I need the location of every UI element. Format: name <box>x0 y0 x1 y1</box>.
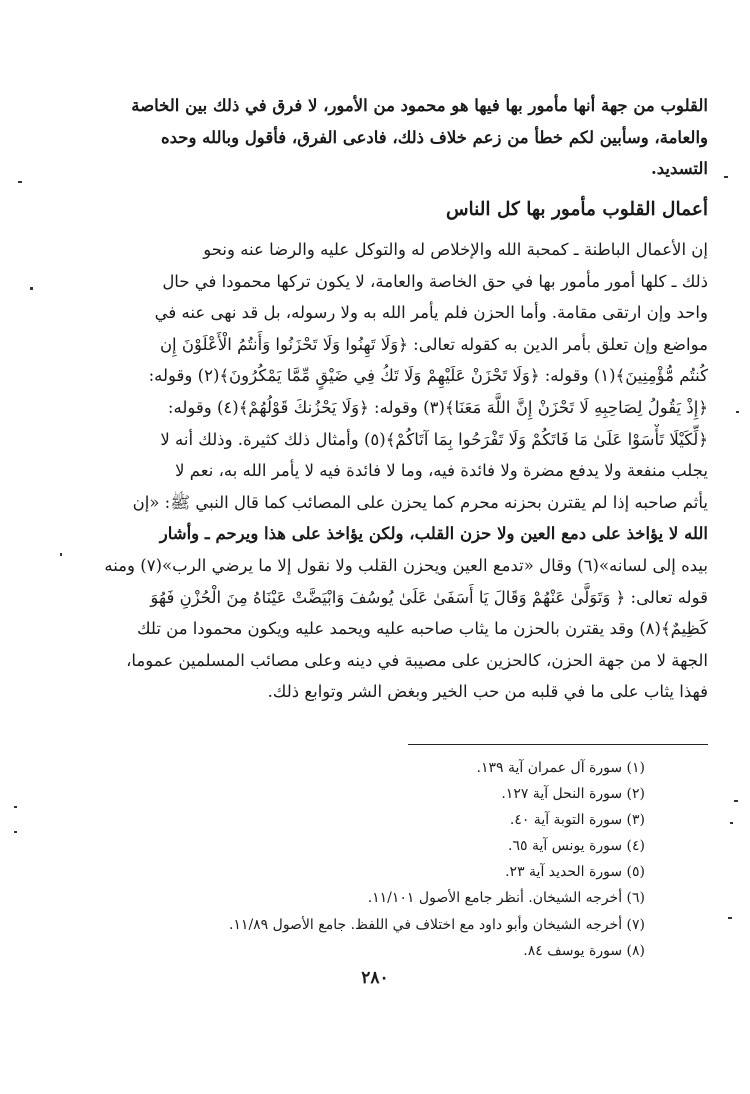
body-line: ذلك ـ كلها أمور مأمور بها في حق الخاصة والعامة، لا يكون تركها محمودا في حال <box>162 271 708 291</box>
footnote: (٥) سورة الحديد آية ٢٣. <box>505 864 645 881</box>
footnote: (٤) سورة يونس آية ٦٥. <box>508 838 645 855</box>
scan-mark <box>724 176 728 178</box>
footnote: (١) سورة آل عمران آية ١٣٩. <box>476 760 645 776</box>
scan-mark <box>14 806 17 808</box>
footnote: (٨) سورة يوسف ٨٤. <box>523 942 645 959</box>
scan-mark <box>736 411 739 413</box>
footnotes <box>100 755 645 964</box>
body-line: قوله تعالى: ﴿ وَتَوَلَّىٰ عَنْهُمْ وَقَالَ يَا أَسَفَىٰ عَلَىٰ يُوسُفَ وَابْيَضَّتْ عَيْنَاهُ مِنَ الْحُزْنِ فَهُوَ <box>150 587 708 607</box>
footnote: (٧) أخرجه الشيخان وأبو داود مع اختلاف في اللفظ. جامع الأصول ١١/٨٩. <box>228 916 645 933</box>
footnote-divider <box>408 744 708 745</box>
intro-paragraph <box>100 90 708 185</box>
body-paragraph <box>100 234 708 708</box>
footnote: (٢) سورة النحل آية ١٢٧. <box>501 786 645 803</box>
body-line: يجلب منفعة ولا يدفع مضرة ولا فائدة فيه، وما لا فائدة فيه لا يأمر الله به، نعم لا <box>175 461 708 481</box>
body-line: كُنتُم مُّؤْمِنِينَ﴾(١) وقوله: ﴿وَلَا تَحْزَنْ عَلَيْهِمْ وَلَا تَكُ فِي ضَيْقٍ مِّمَّا يَمْكُرُونَ﴾(٢) وقوله: <box>148 366 708 386</box>
scan-mark <box>18 181 22 183</box>
scan-mark <box>60 553 62 556</box>
scan-mark <box>30 287 33 290</box>
body-line: كَظِيمٌ﴾(٨) وقد يقترن بالحزن ما يثاب صاحبه عليه ويحمد عليه ويكون محمودا من تلك <box>136 619 708 639</box>
body-line: يأثم صاحبه إذا لم يقترن بحزنه محرم كما يحزن على المصائب كما قال النبي ﷺ: «إن <box>132 492 708 512</box>
body-line: مواضع وإن تعلق بأمر الدين به كقوله تعالى: ﴿وَلَا تَهِنُوا وَلَا تَحْزَنُوا وَأَنتُمُ الْأَعْلَوْنَ إِن <box>159 334 708 354</box>
body-line: إن الأعمال الباطنة ـ كمحبة الله والإخلاص له والتوكل عليه والرضا عنه ونحو <box>203 240 708 259</box>
body-line: ﴿إِذْ يَقُولُ لِصَاحِبِهِ لَا تَحْزَنْ إِنَّ اللَّهَ مَعَنَا﴾(٣) وقوله: ﴿وَلَا يَحْزُنكَ قَوْلُهُمْ﴾(٤) وقوله: <box>167 397 708 417</box>
body-line: الجهة لا من جهة الحزن، كالحزين على مصيبة في دينه وعلى مصائب المسلمين عموما، <box>126 650 708 670</box>
section-heading: أعمال القلوب مأمور بها كل الناس <box>445 199 708 220</box>
body-line: واحد وإن ارتقى مقامة. وأما الحزن فلم يأمر الله به ولا رسوله، بل قد نهى عنه في <box>154 303 708 323</box>
scan-mark <box>730 822 733 824</box>
body-line: الله لا يؤاخذ على دمع العين ولا حزن القلب، ولكن يؤاخذ على هذا ويرحم ـ وأشار <box>159 524 708 544</box>
intro-line: القلوب من جهة أنها مأمور بها فيها هو محمود من الأمور، لا فرق في ذلك بين الخاصة <box>131 96 708 115</box>
scan-mark <box>734 800 738 802</box>
scan-mark <box>728 917 732 919</box>
footnote: (٣) سورة التوبة آية ٤٠. <box>509 812 645 829</box>
page-number: ٢٨٠ <box>361 968 389 988</box>
intro-line: التسديد. <box>651 159 708 179</box>
footnote: (٦) أخرجه الشيخان. أنظر جامع الأصول ١١/١٠١. <box>367 890 645 907</box>
intro-line: والعامة، وسأبين لكم خطأ من زعم خلاف ذلك، فادعى الفرق، فأقول وبالله وحده <box>160 127 708 147</box>
body-line: ﴿لِّكَيْلَا تَأْسَوْا عَلَىٰ مَا فَاتَكُمْ وَلَا تَفْرَحُوا بِمَا آتَاكُمْ﴾(٥) وأمثال ذلك كثيرة. وذلك أنه لا <box>160 429 708 449</box>
scan-mark <box>14 831 17 833</box>
body-line: بيده إلى لسانه»(٦) وقال «تدمع العين ويحزن القلب ولا نقول إلا ما يرضي الرب»(٧) ومنه <box>104 555 708 575</box>
body-line: فهذا يثاب على ما في قلبه من حب الخير وبغض الشر وتوابع ذلك. <box>267 682 708 702</box>
